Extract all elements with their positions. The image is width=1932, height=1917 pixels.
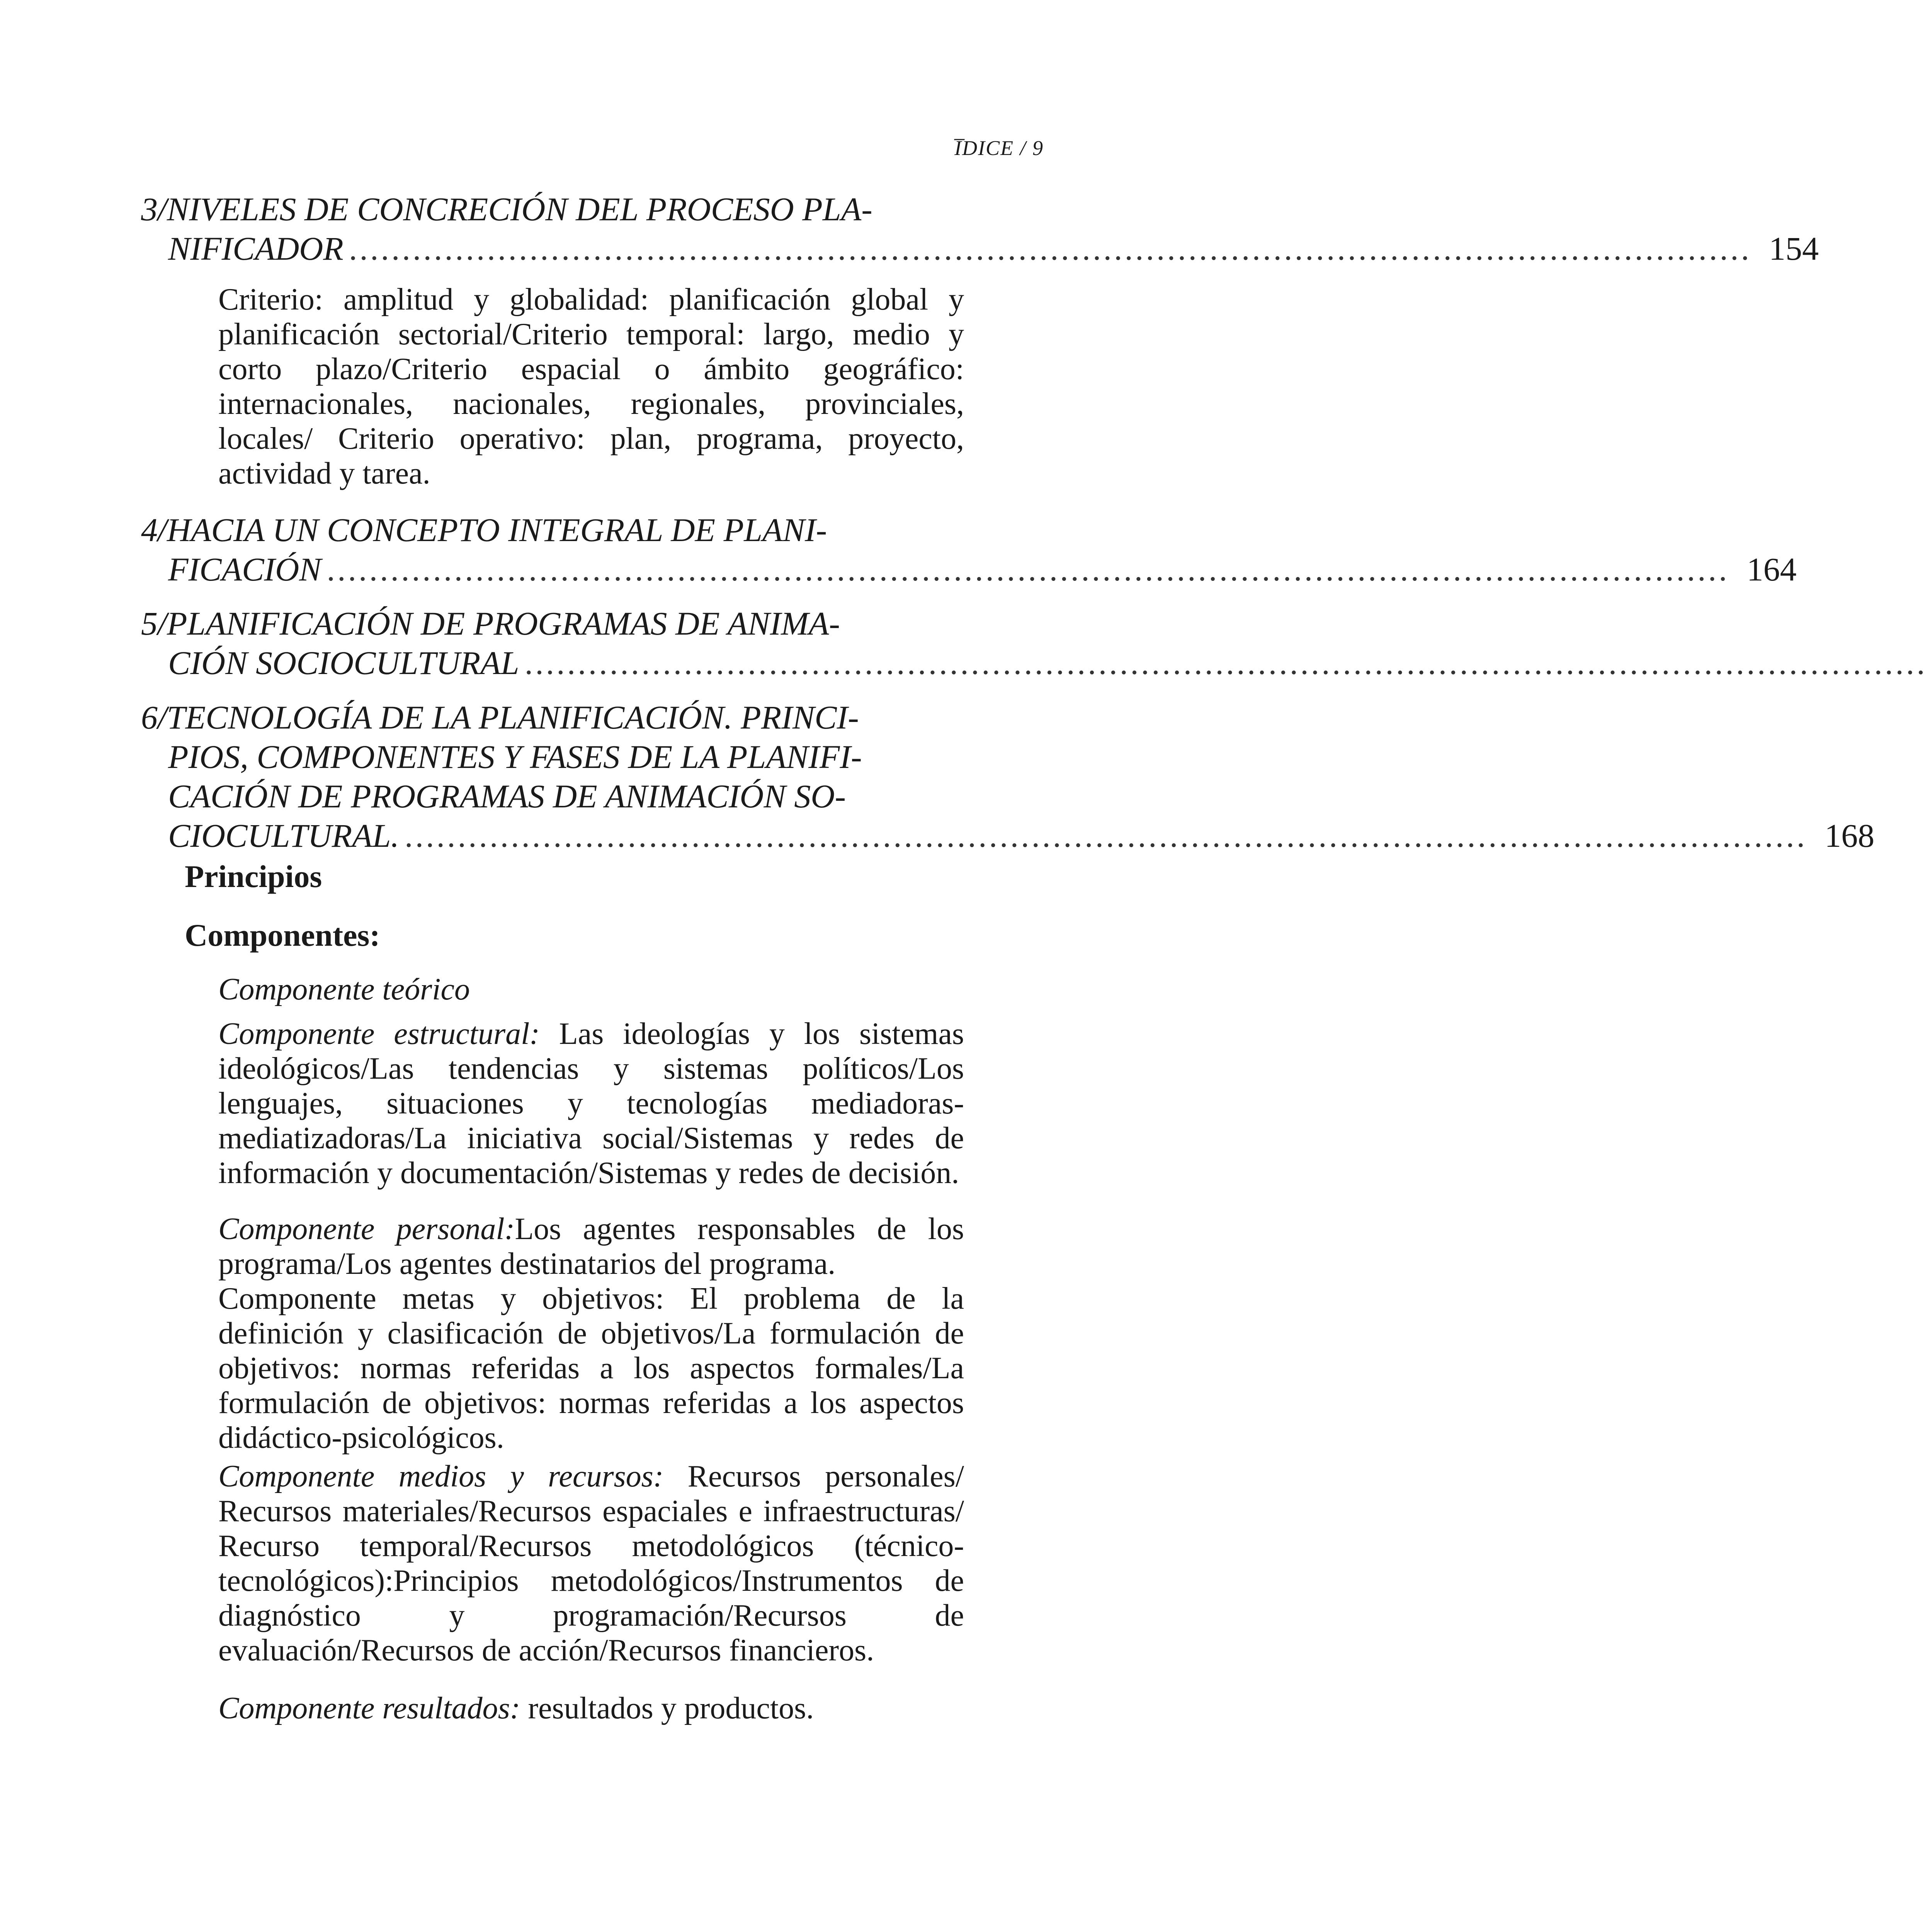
toc-entry-4 (141, 510, 1797, 589)
toc-entry-title-end: NIFICADOR (168, 230, 344, 267)
toc-page-number: 168 (1825, 817, 1875, 854)
toc-entry-title-end: CIÓN SOCIOCULTURAL (168, 644, 519, 681)
componente-teorico (218, 972, 964, 1007)
toc-entry-title-line: 3/NIVELES DE CONCRECIÓN DEL PROCESO PLA- (141, 191, 872, 228)
criterio-description: Criterio: amplitud y globalidad: planificación global y planificación sectorial/Criterio temporal: largo, medio y corto plazo/Criterio espacial o ámbito geográfico: internacionales, nacionales, regionales, provinciales, locales/ Criterio operativo: plan, programa, proyecto, actividad y tarea. (218, 283, 964, 490)
componente-medios-text: Recursos personales/ Recursos materiales/Recursos espaciales e infraestructuras/ Recurso temporal/Recursos metodológicos (técnico-tecnológicos):Principios metodológicos/Instrumentos de diagnóstico y programación/Recursos de evaluación/Recursos de acción/Recursos financieros. (218, 1459, 964, 1667)
componente-metas-text: Componente metas y objetivos: El problema de la definición y clasificación de objetivos/La formulación de objetivos: normas referidas a los aspectos formales/La formulación de objetivos: normas referidas a los aspectos didáctico-psicológicos. (218, 1282, 964, 1455)
toc-entry-last-line (141, 229, 1819, 268)
dot-leader: .................................................................................................................................... (327, 551, 1730, 588)
toc-entry-title-line: PIOS, COMPONENTES Y FASES DE LA PLANIFI- (168, 738, 862, 775)
toc-page-number: 154 (1769, 230, 1819, 267)
toc-entry-title-line: 4/HACIA UN CONCEPTO INTEGRAL DE PLANI- (141, 511, 827, 548)
dot-leader: .................................................................................................................................... (349, 230, 1752, 267)
componente-estructural-label: Componente estructural: (218, 1017, 540, 1051)
componente-resultados-label: Componente resultados: (218, 1691, 520, 1725)
running-head: I̅DICE / 9 (954, 136, 1044, 160)
dot-leader: .................................................................................................................................... (524, 644, 1927, 681)
componente-metas (218, 1281, 964, 1455)
componente-estructural-text: Las ideologías y los sistemas ideológicos/Las tendencias y sistemas políticos/Los lenguajes, situaciones y tecnologías mediadoras-mediatizadoras/La iniciativa social/Sistemas y redes de información y documentación/Sistemas y redes de decisión. (218, 1017, 964, 1190)
toc-entry-6 (141, 698, 1875, 855)
dot-leader: .................................................................................................................................... (405, 817, 1808, 854)
principios-heading: Principios (185, 859, 322, 894)
componente-medios-label: Componente medios y recursos: (218, 1459, 664, 1493)
componente-teorico-label: Componente teórico (218, 972, 470, 1006)
componente-medios (218, 1459, 964, 1668)
toc-entry-3 (141, 189, 1819, 268)
componente-resultados-text: resultados y productos. (520, 1691, 814, 1725)
toc-entry-title-line: CACIÓN DE PROGRAMAS DE ANIMACIÓN SO- (168, 778, 846, 815)
toc-entry-title-end: CIOCULTURAL. (168, 817, 400, 854)
toc-entry-title-line: 6/TECNOLOGÍA DE LA PLANIFICACIÓN. PRINCI- (141, 699, 859, 736)
toc-entry-last-line (141, 550, 1797, 589)
componente-personal-label: Componente personal: (218, 1212, 515, 1246)
componente-estructural (218, 1016, 964, 1190)
componente-personal (218, 1212, 964, 1281)
toc-entry-title-end: FICACIÓN (168, 551, 321, 588)
toc-entry-last-line (141, 643, 1927, 683)
toc-entry-title-line: 5/PLANIFICACIÓN DE PROGRAMAS DE ANIMA- (141, 605, 840, 642)
toc-entry-5 (141, 604, 1927, 683)
componentes-heading: Componentes: (185, 918, 380, 953)
toc-entry-last-line (141, 816, 1875, 855)
componente-personal-text: Los agentes responsables de los programa/Los agentes destinatarios del programa. (218, 1212, 964, 1281)
componente-resultados (218, 1691, 964, 1726)
toc-page-number: 164 (1747, 551, 1797, 588)
